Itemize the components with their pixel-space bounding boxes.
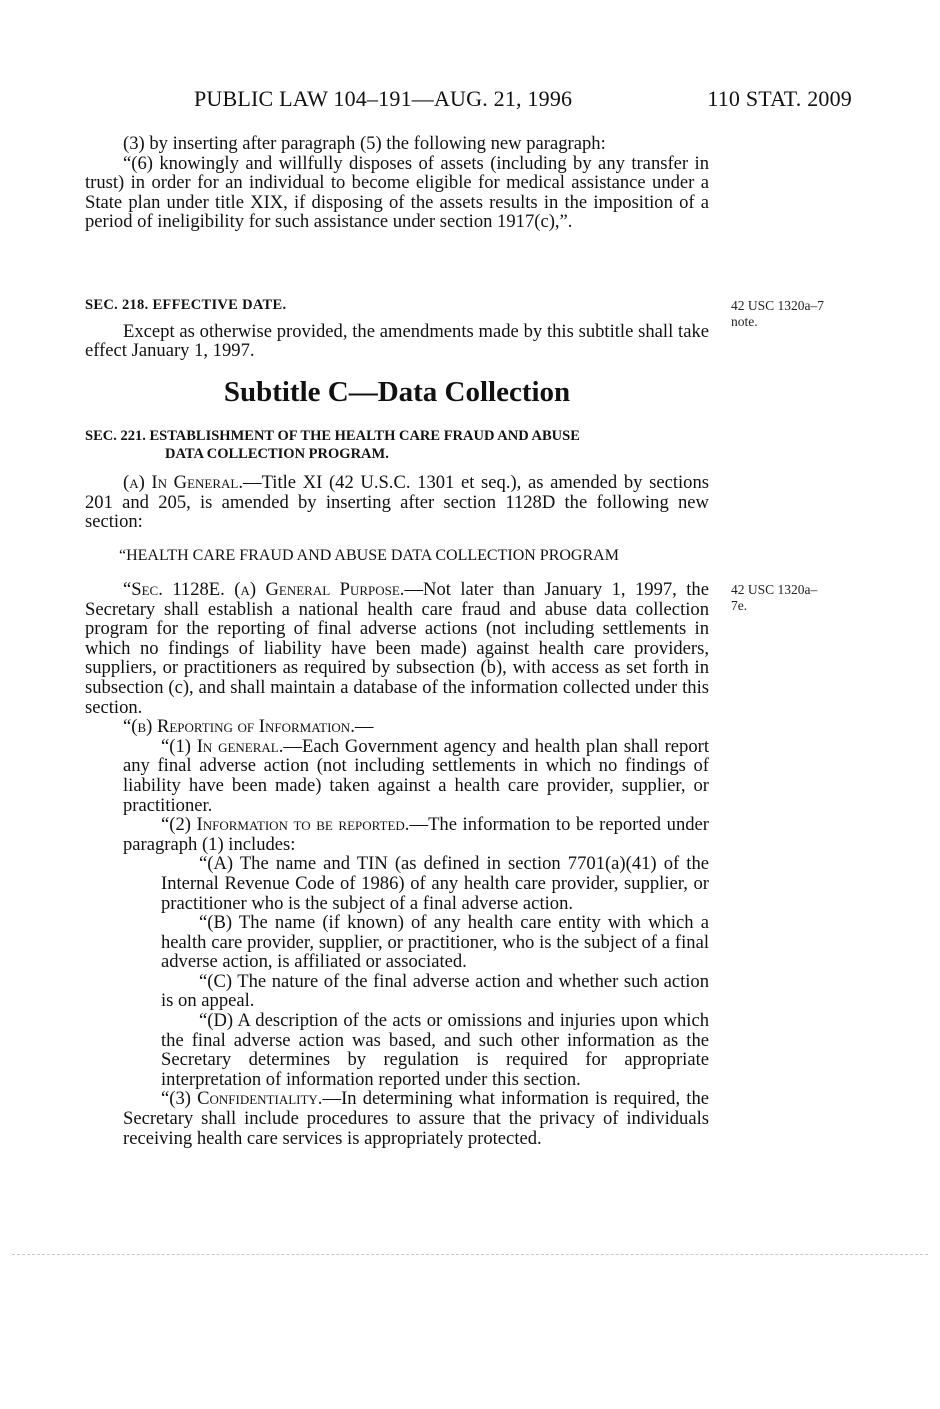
section-1128e-a bbox=[85, 580, 709, 717]
margin-note-1128e bbox=[731, 582, 861, 614]
subsection-b-heading bbox=[85, 717, 709, 737]
clause-C: “(C) The nature of the final adverse action and whether such action is on appeal. bbox=[161, 970, 709, 1012]
paragraph-b1-label: “(1) In general. bbox=[161, 735, 284, 757]
clause-D: “(D) A description of the acts or omissions and injuries upon which the final adverse action was based, and such other information as the Secretary determines by regulation is required for appropriate interpretation of information reported under this section. bbox=[161, 1010, 709, 1090]
section-221-heading-line1: SEC. 221. ESTABLISHMENT OF THE HEALTH CARE FRAUD AND ABUSE bbox=[85, 428, 580, 444]
subsection-a-text: —Title XI (42 U.S.C. 1301 et seq.), as amended by sections 201 and 205, is amended by inserting after section 1128D the following new section: bbox=[85, 472, 709, 533]
subsection-b-label: “(b) Reporting of Information. bbox=[123, 716, 355, 738]
paragraph-b2-text: —The information to be reported under paragraph (1) includes: bbox=[123, 814, 709, 855]
margin-note-218-line1: 42 USC 1320a–7 bbox=[731, 298, 825, 313]
paragraph-b3-text: —In determining what information is required, the Secretary shall include procedures to assure that the privacy of individuals receiving health care services is appropriately protected. bbox=[123, 1088, 709, 1149]
section-218-text: Except as otherwise provided, the amendments made by this subtitle shall take effect January 1, 1997. bbox=[85, 320, 709, 362]
section-218 bbox=[85, 296, 709, 361]
paragraph-b3 bbox=[85, 1089, 709, 1148]
section-221-heading bbox=[85, 427, 709, 463]
amendment-block bbox=[85, 134, 709, 232]
section-1128e-lead: “Sec. 1128E. (a) General Purpose. bbox=[123, 579, 405, 600]
margin-note-1128e-line2: 7e. bbox=[731, 598, 748, 613]
section-1128e-text: —Not later than January 1, 1997, the Secretary shall establish a national health care fraud and abuse data collection program for the reporting of final adverse actions (not including settlements in which no findings of liability have been made) against health care providers, suppliers, or practitioners as required by subsection (b), with access as set forth in subsection (c), and shall maintain a database of the information collected under this section. bbox=[85, 579, 709, 718]
running-head-title: PUBLIC LAW 104–191—AUG. 21, 1996 bbox=[194, 86, 573, 111]
paragraph-b2 bbox=[85, 815, 709, 854]
section-1128e bbox=[85, 580, 709, 1148]
subsection-a-label: (a) In General. bbox=[123, 472, 243, 493]
paragraph-6: “(6) knowingly and willfully disposes of assets (including by any transfer in trust) in order for an individual to become eligible for medical assistance under a State plan under title XIX, if disposing of the assets results in the imposition of a period of ineligibility for such assistance under section 1917(c),”. bbox=[85, 152, 709, 233]
paragraph-b1-text: —Each Government agency and health plan shall report any final adverse action (not including settlements in which no findings of liability have been made) taken against a health care provider, supplier, or practitioner. bbox=[123, 735, 709, 816]
program-heading: “HEALTH CARE FRAUD AND ABUSE DATA COLLECTION PROGRAM bbox=[119, 547, 619, 564]
paragraph-b2-label: “(2) Information to be reported. bbox=[161, 814, 410, 836]
paragraph-3: (3) by inserting after paragraph (5) the following new paragraph: bbox=[123, 133, 606, 154]
subsection-a bbox=[85, 473, 709, 532]
paragraph-b3-label: “(3) Confidentiality. bbox=[161, 1088, 323, 1110]
section-218-heading: SEC. 218. EFFECTIVE DATE. bbox=[85, 297, 287, 313]
section-221-heading-line2: DATA COLLECTION PROGRAM. bbox=[165, 446, 389, 462]
running-head-stat: 110 STAT. 2009 bbox=[707, 86, 852, 111]
subtitle-heading: Subtitle C—Data Collection bbox=[223, 376, 571, 408]
clause-A: “(A) The name and TIN (as defined in section 7701(a)(41) of the Internal Revenue Code of 1986) of any health care provider, supplier, or practitioner who is the subject of a final adverse action. bbox=[161, 853, 709, 914]
section-221-a bbox=[85, 473, 709, 532]
margin-note-1128e-line1: 42 USC 1320a– bbox=[731, 582, 818, 597]
paragraph-b1 bbox=[85, 737, 709, 815]
clause-B: “(B) The name (if known) of any health care entity with which a health care provider, supplier, or practitioner, who is the subject of a final adverse action, is affiliated or associated. bbox=[161, 912, 709, 973]
margin-note-218 bbox=[731, 298, 861, 330]
margin-note-218-line2: note. bbox=[731, 314, 758, 329]
subsection-b-dash: — bbox=[354, 716, 374, 738]
scan-edge-divider bbox=[12, 1254, 928, 1255]
